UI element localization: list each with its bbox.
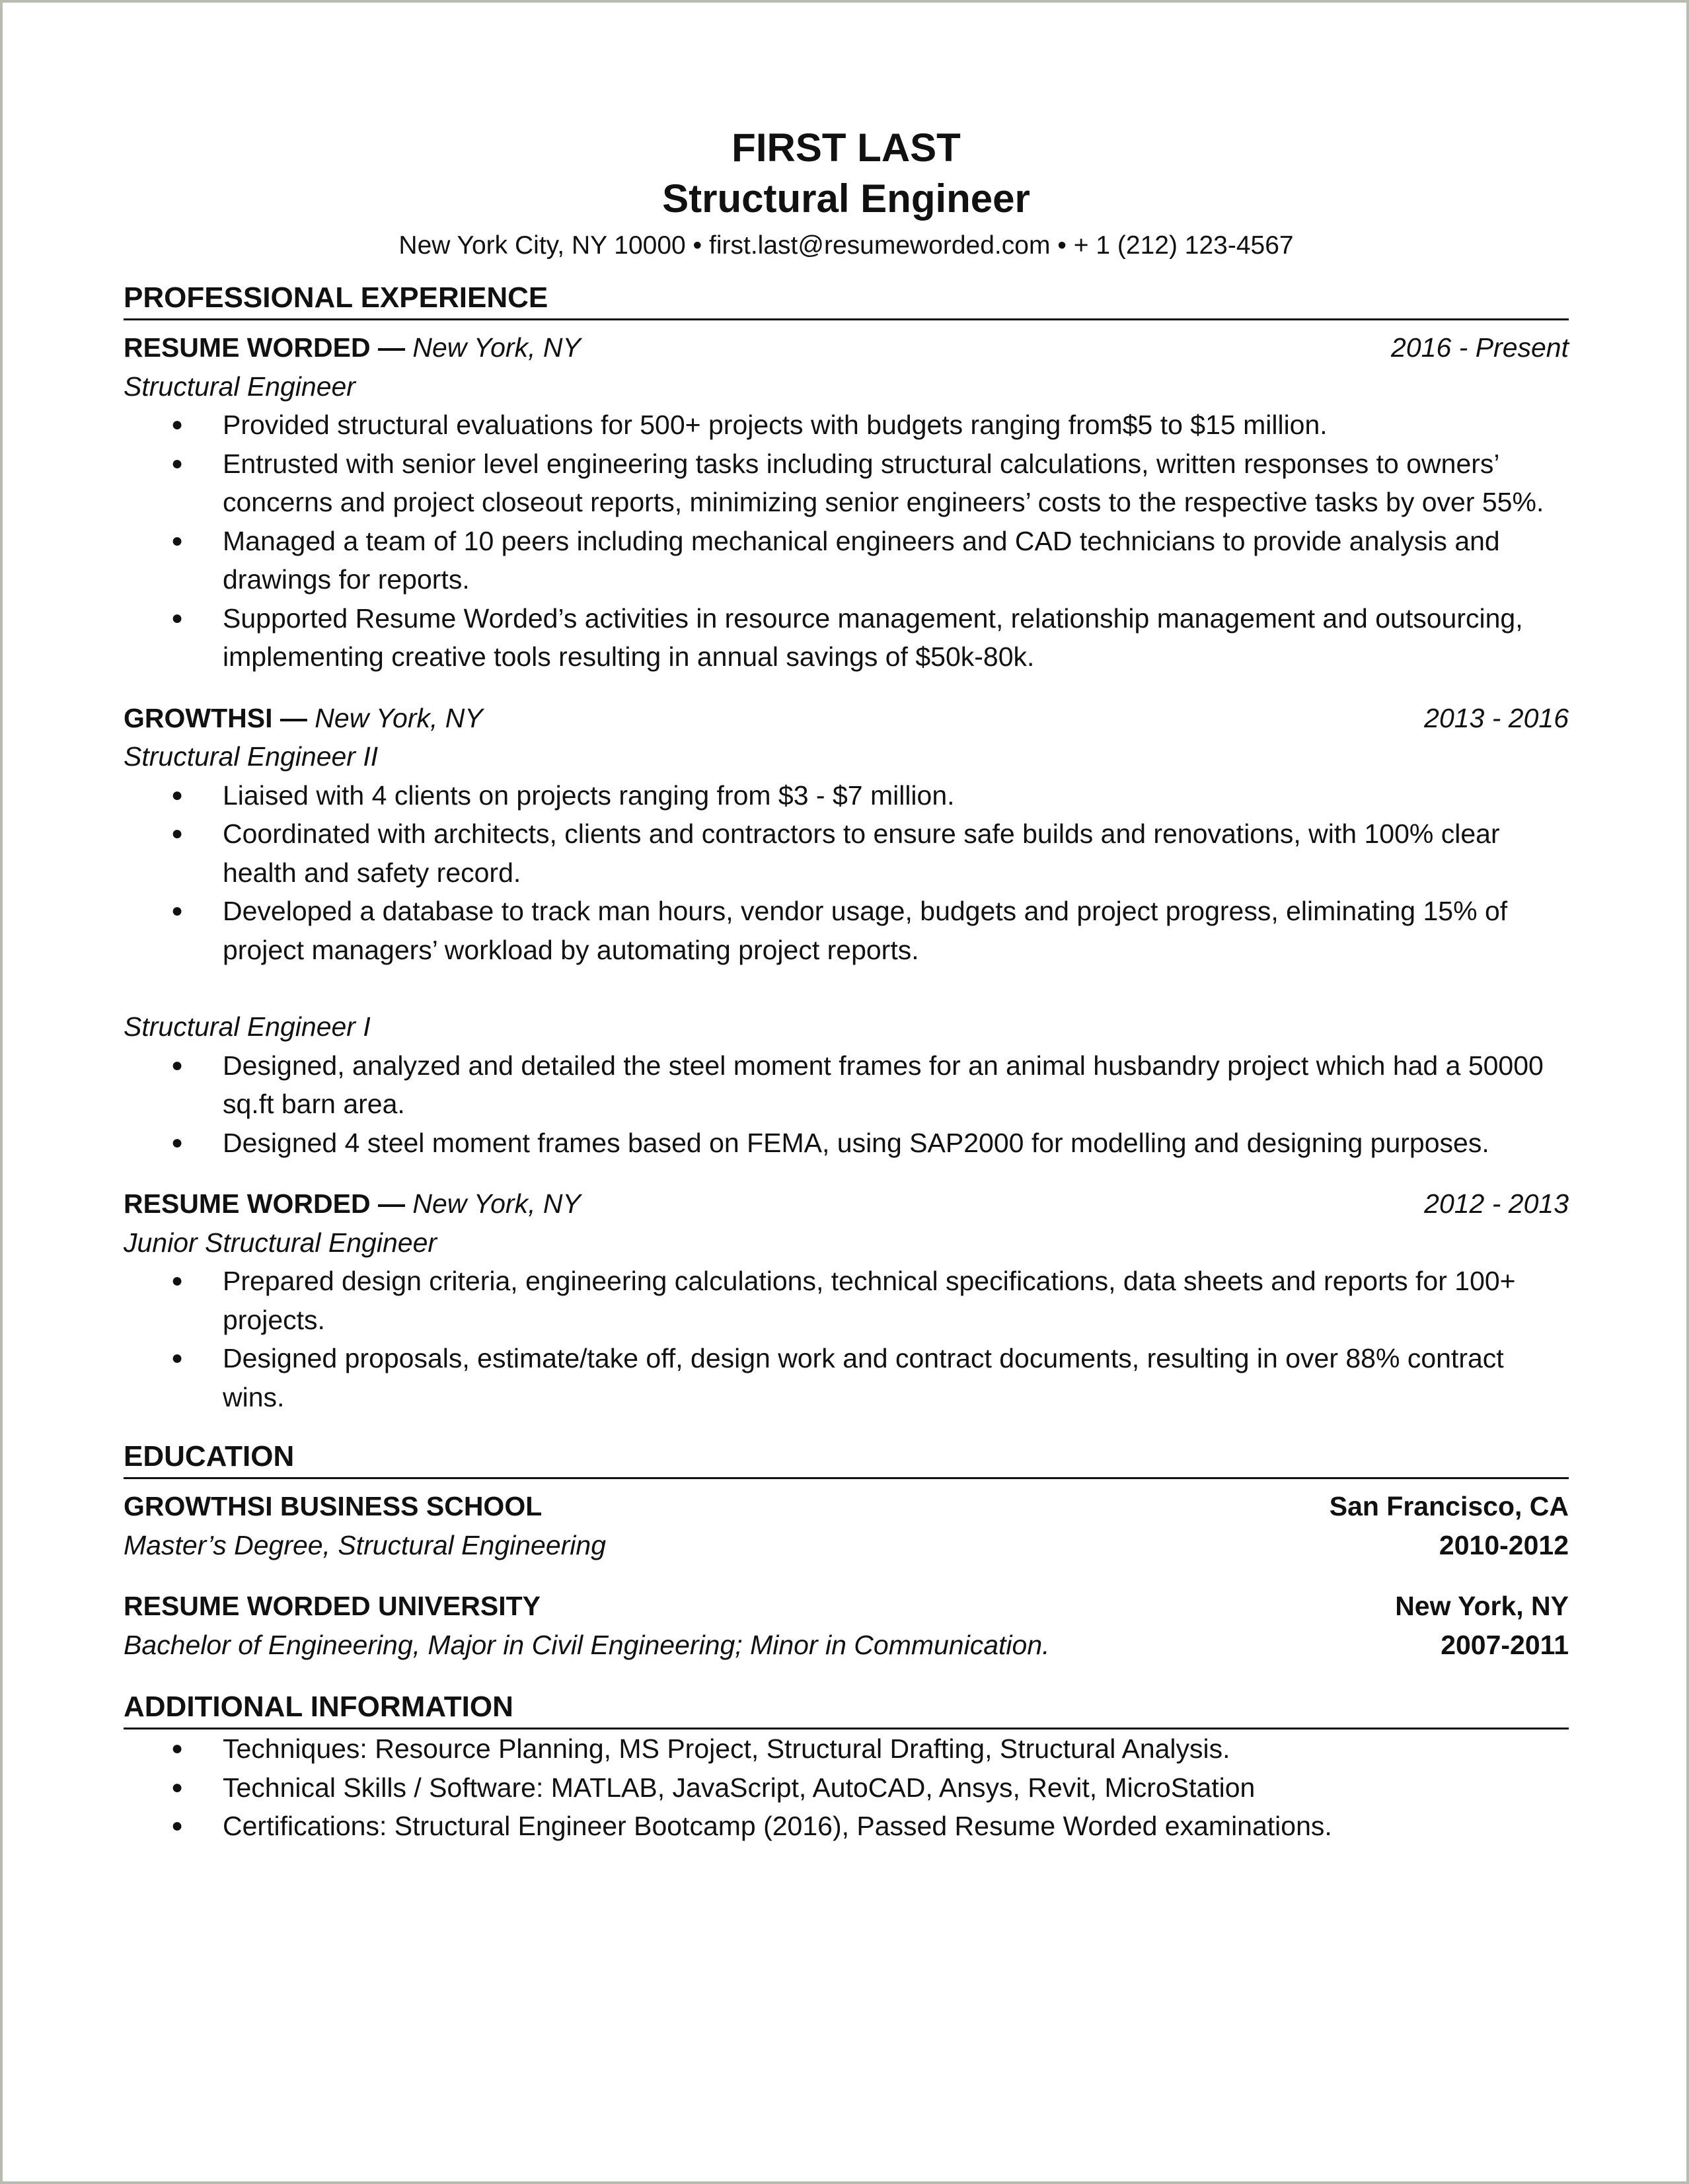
additional-bullets — [124, 1729, 1569, 1846]
bullet-item: ● Certifications: Structural Engineer Bootcamp (2016), Passed Resume Worded examinations. — [124, 1807, 1569, 1846]
bullet-item: ● Technical Skills / Software: MATLAB, JavaScript, AutoCAD, Ansys, Revit, MicroStation — [124, 1768, 1569, 1807]
education-header — [124, 1587, 1569, 1626]
degree: Master’s Degree, Structural Engineering — [124, 1529, 607, 1560]
school-name: GROWTHSI BUSINESS SCHOOL — [124, 1491, 543, 1521]
bullet-item: ● Designed, analyzed and detailed the steel moment frames for an animal husbandry project which had a 50000 sq.ft barn area. — [124, 1046, 1569, 1124]
bullet-item: ● Developed a database to track man hours, vendor usage, budgets and project progress, eliminating 15% of project managers’ workload by automating project reports. — [124, 892, 1569, 969]
education-header — [124, 1487, 1569, 1526]
resume-content — [124, 122, 1569, 1846]
candidate-title: Structural Engineer — [662, 176, 1030, 221]
bullet-item: ● Techniques: Resource Planning, MS Project, Structural Drafting, Structural Analysis. — [124, 1729, 1569, 1768]
additional-section — [124, 1689, 1569, 1846]
job-location: New York, NY — [412, 1188, 581, 1219]
education-entry — [124, 1487, 1569, 1564]
job-company: RESUME WORDED — — [124, 332, 405, 363]
candidate-name: FIRST LAST — [732, 126, 961, 170]
bullet-item: ● Liaised with 4 clients on projects ranging from $3 - $7 million. — [124, 776, 1569, 815]
job-header — [124, 1184, 1569, 1223]
resume-page — [3, 3, 1686, 2181]
resume-header — [124, 122, 1569, 266]
job-header — [124, 699, 1569, 738]
bullet-item: ● Entrusted with senior level engineering tasks including structural calculations, written responses to owners’ concerns and project closeout reports, minimizing senior engineers’ costs to the respective tasks by over 55%. — [124, 445, 1569, 522]
job-role: Junior Structural Engineer — [124, 1227, 437, 1258]
job-company-line — [124, 699, 483, 738]
job-entry — [124, 328, 1569, 676]
job-company-line — [124, 1184, 581, 1223]
school-location: San Francisco, CA — [1329, 1491, 1569, 1521]
education-dates: 2007-2011 — [1441, 1629, 1569, 1660]
job-role: Structural Engineer II — [124, 741, 379, 772]
job-entry — [124, 699, 1569, 1163]
job-dates: 2013 - 2016 — [1424, 702, 1569, 733]
bullet-item: ● Prepared design criteria, engineering calculations, technical specifications, data sheets and reports for 100+ projects. — [124, 1262, 1569, 1339]
experience-section — [124, 280, 1569, 1416]
job-entry — [124, 1184, 1569, 1416]
degree: Bachelor of Engineering, Major in Civil Engineering; Minor in Communication. — [124, 1629, 1050, 1660]
education-section — [124, 1439, 1569, 1664]
job-company: RESUME WORDED — — [124, 1188, 405, 1219]
bullet-item: ● Managed a team of 10 peers including mechanical engineers and CAD technicians to provide analysis and drawings for reports. — [124, 522, 1569, 599]
section-title-additional: ADDITIONAL INFORMATION — [124, 1689, 1569, 1729]
school-name: RESUME WORDED UNIVERSITY — [124, 1591, 541, 1621]
education-dates: 2010-2012 — [1439, 1529, 1569, 1560]
bullet-item: ● Supported Resume Worded’s activities in resource management, relationship management and outsourcing, implementing creative tools resulting in annual savings of $50k-80k. — [124, 599, 1569, 676]
job-bullets — [124, 1046, 1569, 1163]
bullet-item: ● Designed proposals, estimate/take off, design work and contract documents, resulting in over 88% contract wins. — [124, 1339, 1569, 1416]
job-location: New York, NY — [315, 702, 483, 733]
school-location: New York, NY — [1395, 1591, 1569, 1621]
job-company: GROWTHSI — — [124, 702, 307, 733]
contact-line: New York City, NY 10000 • first.last@resumeworded.com • + 1 (212) 123-4567 — [398, 231, 1294, 260]
job-bullets — [124, 1262, 1569, 1416]
section-title-education: EDUCATION — [124, 1439, 1569, 1479]
bullet-item: ● Designed 4 steel moment frames based on FEMA, using SAP2000 for modelling and designing purposes. — [124, 1124, 1569, 1163]
section-title-experience: PROFESSIONAL EXPERIENCE — [124, 280, 1569, 320]
job-location: New York, NY — [412, 332, 581, 363]
education-detail — [124, 1626, 1569, 1665]
education-entry — [124, 1587, 1569, 1664]
bullet-item: ● Coordinated with architects, clients and contractors to ensure safe builds and renovations, with 100% clear health and safety record. — [124, 815, 1569, 892]
job-header — [124, 328, 1569, 367]
job-role: Structural Engineer — [124, 371, 356, 402]
job-role: Structural Engineer I — [124, 1011, 371, 1042]
job-bullets — [124, 776, 1569, 970]
job-dates: 2016 - Present — [1391, 332, 1569, 363]
education-detail — [124, 1526, 1569, 1565]
job-dates: 2012 - 2013 — [1424, 1188, 1569, 1219]
bullet-item: ● Provided structural evaluations for 500+ projects with budgets ranging from$5 to $15 million. — [124, 406, 1569, 445]
job-company-line — [124, 328, 581, 367]
job-bullets — [124, 406, 1569, 676]
